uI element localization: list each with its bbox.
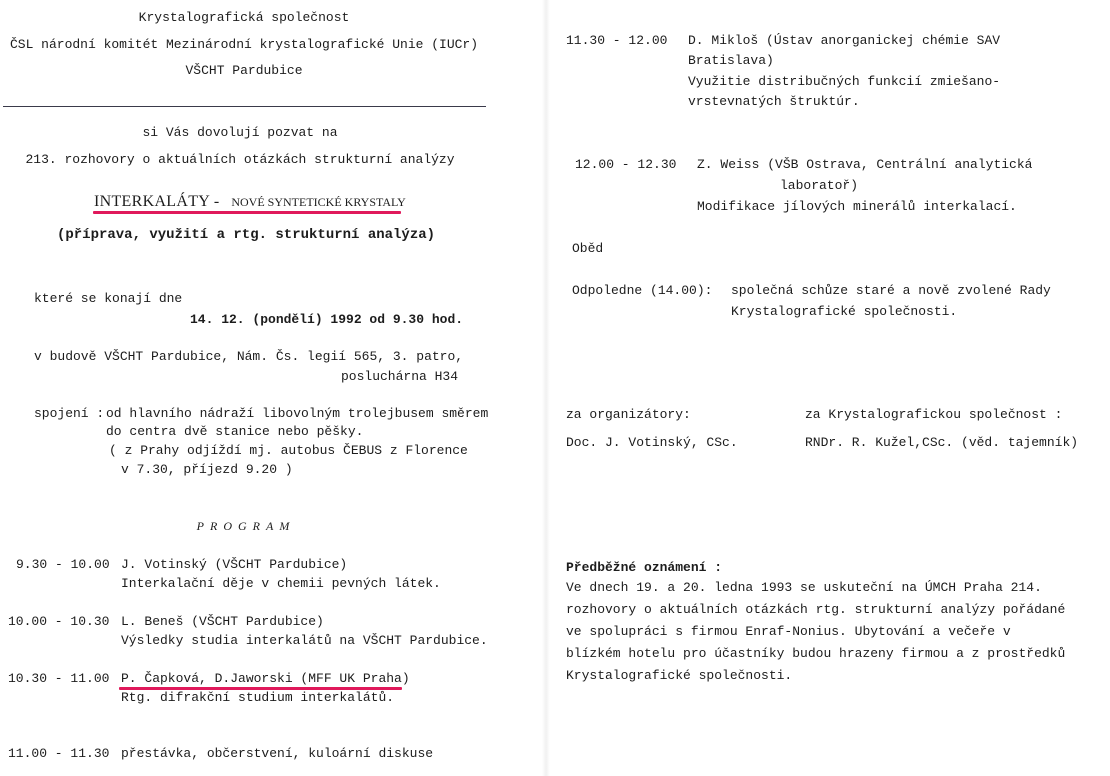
transport-line: ( z Prahy odjíždí mj. autobus ČEBUS z Florence [109,443,468,458]
title-part1: INTERKALÁTY - [94,193,220,210]
notice-line: Krystalografické společnosti. [566,668,793,683]
program-speaker-cont: Bratislava) [688,53,774,68]
national-committee: ČSL národní komitét Mezinárodní krystalografické Unie (IUCr) [9,37,479,52]
lunch: Oběd [572,241,604,256]
program-time: 10.00 - 10.30 [8,614,110,629]
transport-line: do centra dvě stanice nebo pěšky. [106,424,364,439]
event-date: 14. 12. (pondělí) 1992 od 9.30 hod. [190,312,464,327]
program-time: 12.00 - 12.30 [575,157,677,172]
program-talk: Využitie distribučných funkcií zmiešano- [688,74,1001,89]
program-time: 11.00 - 11.30 [8,746,110,761]
program-talk: Modifikace jílových minerálů interkalací. [697,199,1017,214]
transport-line: od hlavního nádraží libovolným trolejbusem směrem [106,406,489,421]
secretary-name: RNDr. R. Kužel,CSc. (věd. tajemník) [805,435,1079,450]
notice-line: rozhovory o aktuálních otázkách rtg. strukturní analýzy pořádané [566,602,1066,617]
program-talk: Interkalační děje v chemii pevných látek. [121,576,441,591]
venue-line1: v budově VŠCHT Pardubice, Nám. Čs. legií 565, 3. patro, [34,349,464,364]
notice-heading: Předběžné oznámení : [566,560,723,575]
society-label: za Krystalografickou společnost : [805,407,1063,422]
program-time: 9.30 - 10.00 [16,557,110,572]
event-line: 213. rozhovory o aktuálních otázkách strukturní analýzy [25,152,455,167]
program-time: 10.30 - 11.00 [8,671,110,686]
program-heading: PROGRAM [196,519,296,533]
organizer-name: Doc. J. Votinský, CSc. [566,435,738,450]
society-name: Krystalografická společnost [138,10,350,25]
program-talk: Rtg. difrakční studium interkalátů. [121,690,395,705]
event-subtitle: (příprava, využití a rtg. strukturní analýza) [56,227,436,243]
title-part2: NOVÉ SYNTETICKÉ KRYSTALY [231,195,406,209]
organizers-label: za organizátory: [566,407,691,422]
program-break: přestávka, občerstvení, kuloární diskuse [121,746,434,761]
page-fold [542,0,550,776]
program-speaker: D. Mikloš (Ústav anorganickej chémie SAV [688,33,1001,48]
notice-line: Ve dnech 19. a 20. ledna 1993 se uskuteční na ÚMCH Praha 214. [566,580,1042,595]
program-speaker: J. Votinský (VŠCHT Pardubice) [121,557,348,572]
program-time: 11.30 - 12.00 [566,33,668,48]
program-talk-cont: vrstevnatých štruktúr. [688,94,860,109]
transport-line: v 7.30, příjezd 9.20 ) [121,462,293,477]
title-underline [93,211,401,214]
notice-line: ve spolupráci s firmou Enraf-Nonius. Ubytování a večeře v [566,624,1011,639]
held-intro: které se konají dne [34,291,183,306]
venue-line2: posluchárna H34 [341,369,459,384]
transport-label: spojení : [34,406,105,421]
afternoon-label: Odpoledne (14.00): [572,283,713,298]
invite-line: si Vás dovolují pozvat na [142,125,338,140]
program-speaker-cont: laboratoř) [780,178,859,193]
afternoon-text: Krystalografické společnosti. [731,304,958,319]
header-rule [3,106,486,107]
program-talk: Výsledky studia interkalátů na VŠCHT Pardubice. [121,633,488,648]
program-speaker: L. Beneš (VŠCHT Pardubice) [121,614,324,629]
institution: VŠCHT Pardubice [185,63,303,78]
notice-line: blízkém hotelu pro účastníky budou hrazeny firmou a z prostředků [566,646,1066,661]
program-speaker: P. Čapková, D.Jaworski (MFF UK Praha) [121,671,410,686]
afternoon-text: společná schůze staré a nově zvolené Rady [731,283,1051,298]
program-speaker: Z. Weiss (VŠB Ostrava, Centrální analytická [697,157,1033,172]
event-title [94,194,406,211]
